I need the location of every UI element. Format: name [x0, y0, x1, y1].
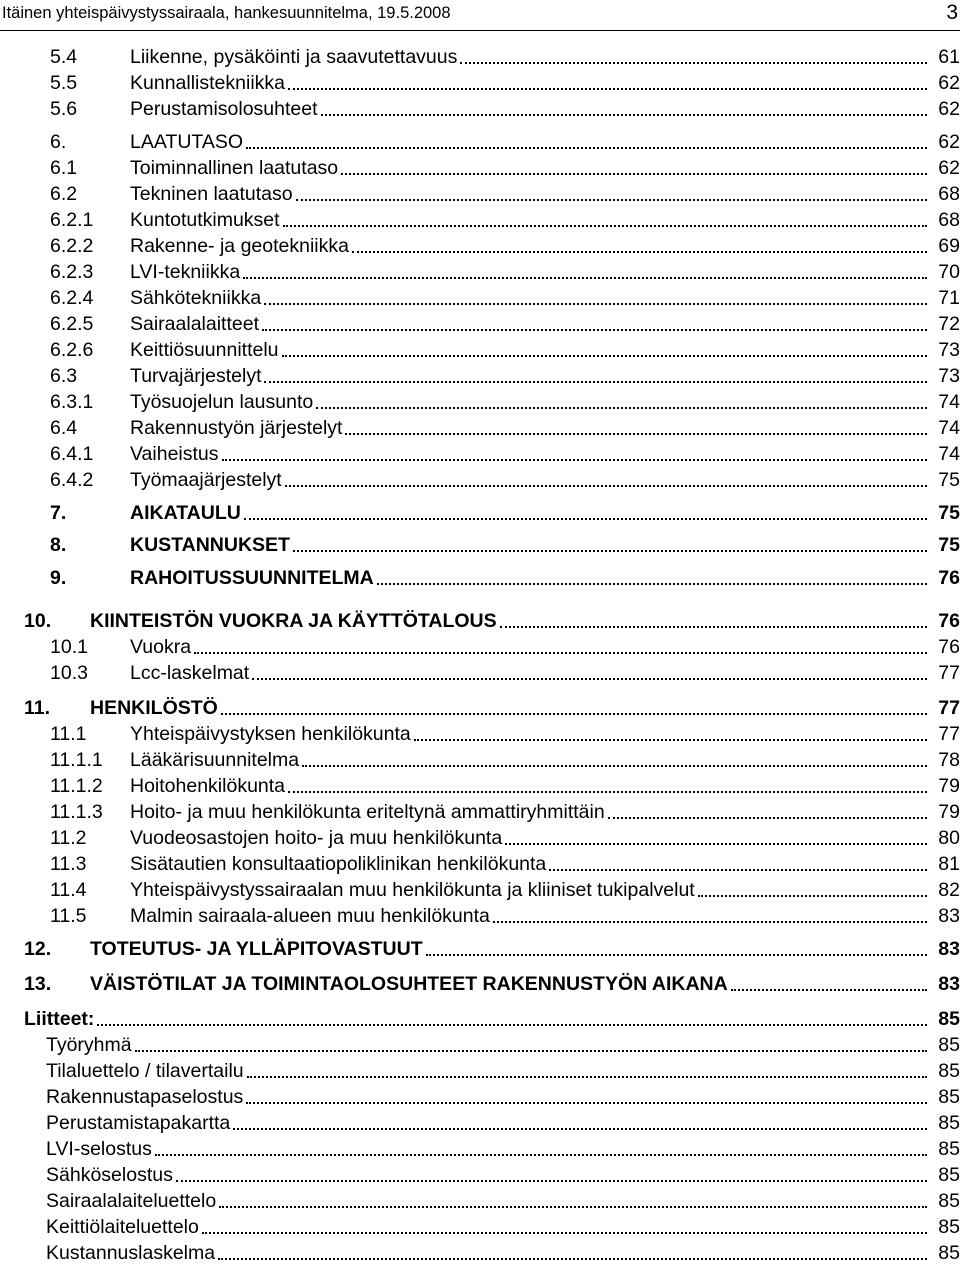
toc-entry-page: 77 — [938, 662, 960, 684]
toc-entry-title: Kustannuslaskelma — [46, 1242, 216, 1264]
toc-entry-page: 77 — [938, 697, 960, 719]
toc-entry[interactable] — [0, 772, 960, 798]
toc-entry-title: Työryhmä — [46, 1034, 132, 1056]
toc-entry-title: Toiminnallinen laatutaso — [130, 157, 339, 179]
toc-entry-number: 6. — [50, 131, 67, 153]
toc-entry-page: 74 — [938, 443, 960, 465]
dot-leader — [222, 458, 927, 461]
toc-entry-title: LVI-selostus — [46, 1138, 152, 1160]
toc-entry[interactable] — [0, 1213, 960, 1239]
toc-entry-title: Malmin sairaala-alueen muu henkilökunta — [130, 905, 490, 927]
dot-leader — [341, 172, 927, 175]
toc-entry[interactable] — [0, 1135, 960, 1161]
toc-entry-title: Työsuojelun lausunto — [130, 391, 314, 413]
dot-leader — [549, 868, 927, 871]
toc-entry-page: 62 — [938, 131, 960, 153]
toc-entry-title: Sähkötekniikka — [130, 287, 262, 309]
toc-entry-page: 81 — [938, 853, 960, 875]
toc-entry-page: 75 — [938, 502, 960, 524]
toc-entry-title: Sairaalalaiteluettelo — [46, 1190, 217, 1212]
toc-entry-title: Vuokra — [130, 636, 192, 658]
toc-entry-title: RAHOITUSSUUNNITELMA — [130, 567, 374, 589]
toc-entry-number: 6.3.1 — [50, 391, 94, 413]
toc-entry-page: 85 — [938, 1138, 960, 1160]
page-number: 3 — [946, 1, 958, 24]
toc-entry-number: 9. — [50, 567, 67, 589]
toc-entry[interactable] — [0, 531, 960, 557]
toc-entry-number: 8. — [50, 534, 67, 556]
toc-entry[interactable] — [0, 746, 960, 772]
dot-leader — [233, 1127, 927, 1130]
toc-entry-number: 6.3 — [50, 365, 78, 387]
dot-leader — [244, 517, 927, 520]
dot-leader — [288, 790, 927, 793]
toc-entry-title: Lääkärisuunnitelma — [130, 749, 300, 771]
toc-entry-page: 83 — [938, 938, 960, 960]
dot-leader — [176, 1179, 927, 1182]
dot-leader — [218, 1257, 927, 1260]
toc-entry-page: 85 — [938, 1190, 960, 1212]
dot-leader — [264, 380, 927, 383]
toc-entry-page: 68 — [938, 183, 960, 205]
toc-entry-number: 13. — [24, 973, 52, 995]
toc-entry[interactable] — [0, 440, 960, 466]
toc-entry-page: 62 — [938, 72, 960, 94]
toc-entry[interactable] — [0, 824, 960, 850]
toc-entry[interactable] — [0, 970, 960, 996]
dot-leader — [246, 1101, 927, 1104]
toc-entry-title: Vaiheistus — [130, 443, 219, 465]
toc-entry-page: 61 — [938, 46, 960, 68]
toc-entry-number: 5.6 — [50, 98, 78, 120]
toc-entry-number: 11. — [24, 697, 51, 719]
toc-entry-title: Kunnallistekniikka — [130, 72, 286, 94]
dot-leader — [285, 484, 927, 487]
toc-entry-title: Tilaluettelo / tilavertailu — [46, 1060, 244, 1082]
toc-entry-number: 10. — [24, 610, 52, 632]
dot-leader — [505, 842, 927, 845]
dot-leader — [135, 1049, 927, 1052]
dot-leader — [194, 651, 927, 654]
toc-entry[interactable] — [0, 336, 960, 362]
toc-entry-title: KIINTEISTÖN VUOKRA JA KÄYTTÖTALOUS — [90, 610, 497, 632]
toc-entry[interactable] — [0, 180, 960, 206]
toc-entry-page: 85 — [938, 1112, 960, 1134]
toc-entry-title: Lcc-laskelmat — [130, 662, 250, 684]
toc-entry[interactable] — [0, 564, 960, 590]
document-title: Itäinen yhteispäivystyssairaala, hankesuunnitelma, 19.5.2008 — [2, 4, 451, 22]
toc-entry[interactable] — [0, 1057, 960, 1083]
toc-entry-number: 6.4 — [50, 417, 78, 439]
toc-entry[interactable] — [0, 633, 960, 659]
toc-entry-number: 11.1.3 — [50, 801, 103, 823]
toc-entry-title: TOTEUTUS- JA YLLÄPITOVASTUUT — [90, 938, 423, 960]
dot-leader — [246, 146, 927, 149]
toc-entry[interactable] — [0, 466, 960, 492]
toc-entry-page: 75 — [938, 469, 960, 491]
toc-entry[interactable] — [0, 258, 960, 284]
dot-leader — [97, 1023, 927, 1026]
toc-entry-title: KUSTANNUKSET — [130, 534, 290, 556]
toc-entry-title: Keittiölaiteluettelo — [46, 1216, 199, 1238]
dot-leader — [316, 406, 927, 409]
dot-leader — [243, 276, 927, 279]
toc-entry[interactable] — [0, 935, 960, 961]
toc-entry-number: 5.5 — [50, 72, 78, 94]
toc-entry-page: 62 — [938, 98, 960, 120]
toc-entry-number: 10.1 — [50, 636, 88, 658]
toc-entry-page: 74 — [938, 417, 960, 439]
dot-leader — [500, 625, 927, 628]
toc-entry-number: 6.4.1 — [50, 443, 94, 465]
toc-entry[interactable] — [0, 154, 960, 180]
dot-leader — [698, 894, 927, 897]
toc-entry-title: Sairaalalaitteet — [130, 313, 259, 335]
toc-entry[interactable] — [0, 414, 960, 440]
toc-entry-page: 72 — [938, 313, 960, 335]
toc-entry[interactable] — [0, 69, 960, 95]
toc-entry-number: 11.5 — [50, 905, 87, 927]
toc-entry-page: 85 — [938, 1008, 960, 1030]
toc-entry-number: 7. — [50, 502, 67, 524]
dot-leader — [293, 549, 927, 552]
toc-entry-number: 5.4 — [50, 46, 78, 68]
toc-entry[interactable] — [0, 284, 960, 310]
toc-entry-number: 11.3 — [50, 853, 87, 875]
dot-leader — [493, 920, 927, 923]
toc-entry-title: Hoitohenkilökunta — [130, 775, 286, 797]
toc-entry[interactable] — [0, 310, 960, 336]
toc-entry[interactable] — [0, 1239, 960, 1265]
toc-entry-page: 68 — [938, 209, 960, 231]
toc-entry-page: 83 — [938, 905, 960, 927]
toc-entry-title: AIKATAULU — [130, 502, 241, 524]
toc-entry-number: 6.2.3 — [50, 261, 94, 283]
toc-entry[interactable] — [0, 902, 960, 928]
dot-leader — [731, 988, 927, 991]
dot-leader — [426, 953, 927, 956]
toc-entry-title: Yhteispäivystyksen henkilökunta — [130, 723, 411, 745]
toc-entry[interactable] — [0, 232, 960, 258]
dot-leader — [264, 302, 927, 305]
toc-entry-page: 78 — [938, 749, 960, 771]
toc-entry-title: Työmaajärjestelyt — [130, 469, 282, 491]
toc-entry[interactable] — [0, 1109, 960, 1135]
toc-entry-title: Rakennustapaselostus — [46, 1086, 244, 1108]
dot-leader — [460, 61, 927, 64]
toc-entry-page: 85 — [938, 1242, 960, 1264]
toc-entry-page: 76 — [938, 610, 960, 632]
toc-entry-title: Kuntotutkimukset — [130, 209, 280, 231]
toc-entry[interactable] — [0, 1083, 960, 1109]
toc-entry-page: 74 — [938, 391, 960, 413]
toc-entry-number: 6.2 — [50, 183, 78, 205]
dot-leader — [352, 250, 927, 253]
toc-entry[interactable] — [0, 1031, 960, 1057]
toc-entry[interactable] — [0, 798, 960, 824]
toc-entry-number: 6.2.5 — [50, 313, 94, 335]
toc-entry[interactable] — [0, 850, 960, 876]
toc-entry[interactable] — [0, 1005, 960, 1031]
dot-leader — [608, 816, 927, 819]
toc-entry[interactable] — [0, 95, 960, 121]
toc-entry-number: 11.4 — [50, 879, 87, 901]
dot-leader — [345, 432, 927, 435]
toc-entry-number: 6.2.6 — [50, 339, 94, 361]
toc-entry-number: 6.2.4 — [50, 287, 94, 309]
toc-entry[interactable] — [0, 128, 960, 154]
toc-entry-number: 6.2.2 — [50, 235, 94, 257]
toc-entry-number: 11.1.1 — [50, 749, 103, 771]
toc-entry-number: 10.3 — [50, 662, 88, 684]
dot-leader — [219, 1205, 927, 1208]
toc-entry-page: 71 — [938, 287, 960, 309]
toc-entry-title: Turvajärjestelyt — [130, 365, 262, 387]
toc-entry-title: Rakenne- ja geotekniikka — [130, 235, 349, 257]
dot-leader — [377, 582, 927, 585]
toc-entry[interactable] — [0, 43, 960, 69]
toc-entry-page: 75 — [938, 534, 960, 556]
toc-entry-page: 73 — [938, 365, 960, 387]
toc-entry-title: Sähköselostus — [46, 1164, 173, 1186]
toc-entry-page: 70 — [938, 261, 960, 283]
toc-entry-page: 85 — [938, 1060, 960, 1082]
toc-entry-page: 83 — [938, 973, 960, 995]
dot-leader — [221, 712, 927, 715]
dot-leader — [288, 87, 927, 90]
toc-entry-number: 6.4.2 — [50, 469, 94, 491]
toc-entry-page: 85 — [938, 1034, 960, 1056]
toc-entry-page: 62 — [938, 157, 960, 179]
toc-entry-title: Yhteispäivystyssairaalan muu henkilökunta ja kliiniset tukipalvelut — [130, 879, 695, 901]
toc-entry-title: Hoito- ja muu henkilökunta eriteltynä ammattiryhmittäin — [130, 801, 605, 823]
dot-leader — [252, 677, 927, 680]
dot-leader — [202, 1231, 927, 1234]
toc-entry[interactable] — [0, 607, 960, 633]
toc-entry-page: 80 — [938, 827, 960, 849]
toc-entry-title: Vuodeosastojen hoito- ja muu henkilökunta — [130, 827, 503, 849]
toc-entry-title: Liikenne, pysäköinti ja saavutettavuus — [130, 46, 458, 68]
toc-entry[interactable] — [0, 362, 960, 388]
toc-entry-title: Perustamistapakartta — [46, 1112, 231, 1134]
toc-entry-title: Tekninen laatutaso — [130, 183, 293, 205]
toc-entry-page: 79 — [938, 775, 960, 797]
toc-entry-title: LAATUTASO — [130, 131, 244, 153]
toc-entry-page: 85 — [938, 1216, 960, 1238]
toc-entry-title: Keittiösuunnittelu — [130, 339, 279, 361]
toc-entry-page: 76 — [938, 636, 960, 658]
toc-entry-number: 11.2 — [50, 827, 87, 849]
dot-leader — [282, 354, 927, 357]
toc-entry-title: HENKILÖSTÖ — [90, 697, 218, 719]
toc-entry-title: VÄISTÖTILAT JA TOIMINTAOLOSUHTEET RAKENNUSTYÖN AIKANA — [90, 973, 728, 995]
toc-entry-page: 82 — [938, 879, 960, 901]
toc-entry[interactable] — [0, 1161, 960, 1187]
toc-entry[interactable] — [0, 720, 960, 746]
toc-entry-title: LVI-tekniikka — [130, 261, 241, 283]
toc-entry-title: Rakennustyön järjestelyt — [130, 417, 343, 439]
toc-entry-number: 11.1 — [50, 723, 87, 745]
toc-entry-title: Sisätautien konsultaatiopoliklinikan henkilökunta — [130, 853, 547, 875]
toc-entry-page: 69 — [938, 235, 960, 257]
toc-entry-page: 79 — [938, 801, 960, 823]
page-header — [0, 0, 960, 31]
dot-leader — [155, 1153, 927, 1156]
toc-entry[interactable] — [0, 876, 960, 902]
toc-entry[interactable] — [0, 1187, 960, 1213]
toc-entry[interactable] — [0, 659, 960, 685]
toc-entry-number: 12. — [24, 938, 52, 960]
dot-leader — [321, 113, 927, 116]
toc-entry-title: Perustamisolosuhteet — [130, 98, 318, 120]
dot-leader — [283, 224, 927, 227]
toc-entry[interactable] — [0, 388, 960, 414]
toc-entry-page: 76 — [938, 567, 960, 589]
dot-leader — [296, 198, 927, 201]
toc-entry-number: 6.1 — [50, 157, 78, 179]
toc-entry-page: 77 — [938, 723, 960, 745]
toc-entry[interactable] — [0, 499, 960, 525]
toc-entry[interactable] — [0, 694, 960, 720]
dot-leader — [414, 738, 927, 741]
toc-entry-page: 73 — [938, 339, 960, 361]
dot-leader — [262, 328, 927, 331]
toc-entry-number: 11.1.2 — [50, 775, 103, 797]
toc-entry-title: Liitteet: — [24, 1008, 95, 1030]
dot-leader — [247, 1075, 927, 1078]
toc-entry[interactable] — [0, 206, 960, 232]
toc-entry-page: 85 — [938, 1164, 960, 1186]
toc-entry-page: 85 — [938, 1086, 960, 1108]
dot-leader — [302, 764, 927, 767]
toc-entry-number: 6.2.1 — [50, 209, 94, 231]
